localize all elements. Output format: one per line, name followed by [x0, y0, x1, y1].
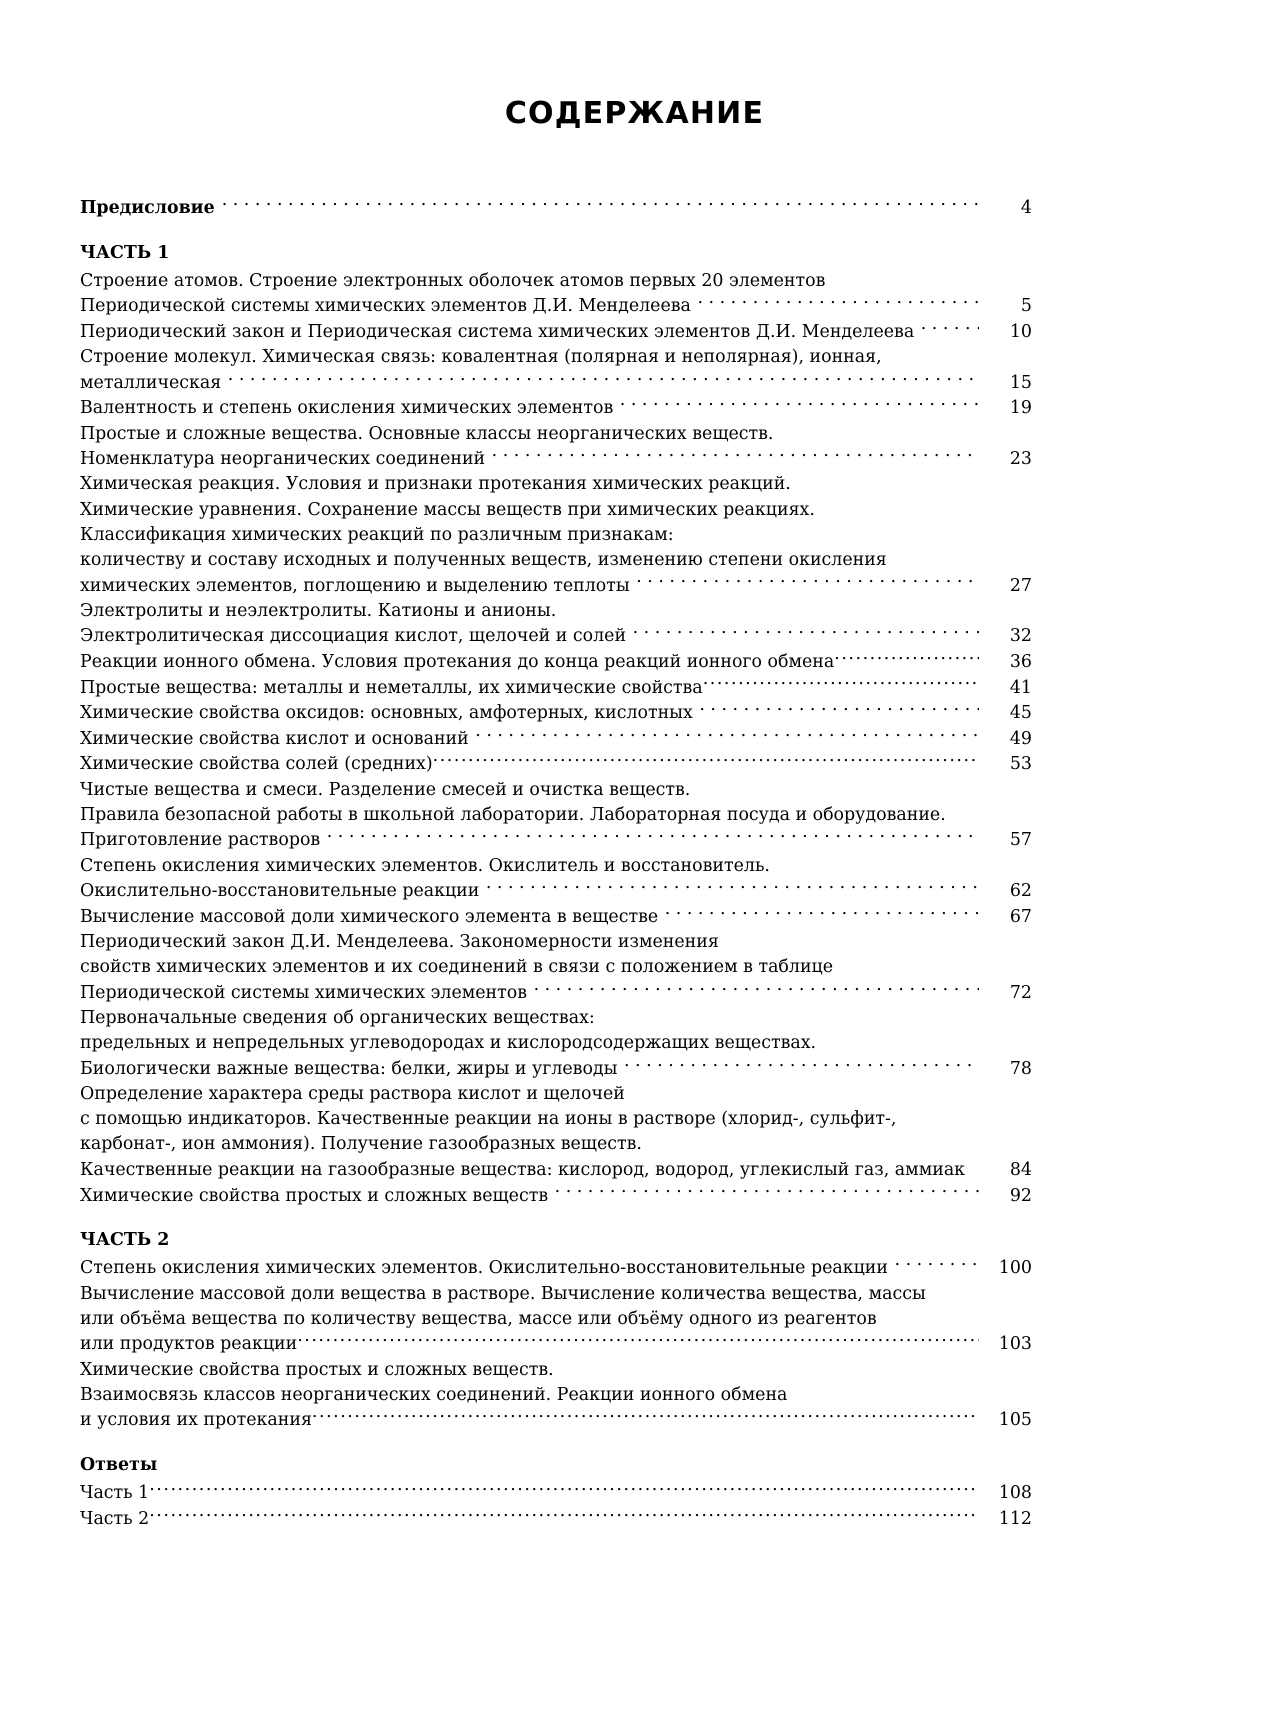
toc-entry[interactable] — [80, 599, 1032, 650]
toc-entry[interactable] — [80, 269, 1032, 320]
toc-entry-line — [80, 1006, 1032, 1031]
toc-entry-last-line — [80, 701, 1032, 727]
toc-entry-last-line — [80, 828, 1032, 854]
dot-leader — [834, 650, 979, 667]
toc-section-heading: ЧАСТЬ 1 — [80, 242, 170, 263]
dot-leader — [895, 1256, 979, 1273]
dot-leader — [492, 447, 979, 464]
toc-entry[interactable] — [80, 320, 1032, 346]
page-title: СОДЕРЖАНИЕ — [504, 96, 765, 131]
toc-entry-last-line — [80, 370, 1032, 396]
toc-page-number: 100 — [998, 1258, 1032, 1279]
dot-leader — [665, 904, 979, 921]
toc-entry-line — [80, 1307, 1032, 1332]
toc-entry-last-line — [80, 447, 1032, 473]
dot-leader — [149, 1506, 979, 1523]
toc-entry-line — [80, 1132, 1032, 1157]
dot-leader — [624, 1056, 979, 1073]
toc-entry-text: или объёма вещества по количеству вещества, массе или объёму одного из реагентов — [80, 1308, 877, 1329]
toc-section-heading: Ответы — [80, 1454, 158, 1475]
toc-entry-last-line — [80, 904, 1032, 930]
toc-entry-text: и условия их протекания — [80, 1410, 312, 1431]
toc-entry-text: Химическая реакция. Условия и признаки протекания химических реакций. — [80, 474, 797, 495]
toc-entry-text: Вычисление массовой доли вещества в растворе. Вычисление количества вещества, массы — [80, 1283, 926, 1304]
toc-entry-last-line — [80, 396, 1032, 422]
toc-page-number: 45 — [1009, 703, 1032, 724]
toc-entry-line — [80, 1358, 1032, 1383]
dot-leader — [327, 828, 979, 845]
toc-entry-text: Вычисление массовой доли химического элемента в веществе — [80, 906, 664, 927]
toc-entry-last-line — [80, 573, 1032, 599]
toc-entry-text: металлическая — [80, 372, 227, 393]
toc-entry-text: Окислительно-восстановительные реакции — [80, 881, 485, 902]
toc-page-number: 57 — [1009, 830, 1032, 851]
toc-page-number: 10 — [1009, 321, 1032, 342]
toc-page-number: 23 — [1009, 449, 1032, 470]
toc-entry-last-line — [80, 1256, 1032, 1282]
toc-entry-line — [80, 548, 1032, 573]
toc-entry-line — [80, 498, 1032, 523]
toc-entry-text: Биологически важные вещества: белки, жиры и углеводы — [80, 1058, 623, 1079]
toc-entry-text: Химические свойства простых и сложных веществ. — [80, 1359, 554, 1380]
dot-leader — [703, 675, 979, 692]
toc-page-number: 108 — [998, 1483, 1032, 1504]
toc-entry-text: Электролитическая диссоциация кислот, щелочей и солей — [80, 626, 632, 647]
toc-entry[interactable] — [80, 752, 1032, 778]
toc-entry[interactable] — [80, 701, 1032, 727]
toc-entry-text: или продуктов реакции — [80, 1334, 298, 1355]
dot-leader — [228, 370, 979, 387]
table-of-contents — [80, 196, 1032, 1532]
toc-entry-text: Химические свойства оксидов: основных, амфотерных, кислотных — [80, 703, 699, 724]
dot-leader — [433, 752, 979, 769]
dot-leader — [534, 980, 979, 997]
toc-page-number: 62 — [1009, 881, 1032, 902]
dot-leader — [699, 701, 979, 718]
dot-leader — [312, 1408, 979, 1425]
toc-entry-last-line — [80, 675, 1032, 701]
toc-entry-last-line — [80, 1158, 1032, 1184]
toc-entry-line — [80, 854, 1032, 879]
toc-entry-last-line — [80, 1481, 1032, 1507]
toc-page-number: 105 — [998, 1410, 1032, 1431]
toc-entry-line — [80, 472, 1032, 497]
toc-entry-line — [80, 269, 1032, 294]
toc-page-number: 32 — [1009, 626, 1032, 647]
toc-entry-text: Электролиты и неэлектролиты. Катионы и анионы. — [80, 600, 562, 621]
toc-entry-last-line — [80, 1408, 1032, 1434]
toc-entry-text: Химические свойства солей (средних) — [80, 754, 433, 775]
toc-entry[interactable] — [80, 1481, 1032, 1507]
toc-entry-line — [80, 523, 1032, 548]
toc-entry-text: Правила безопасной работы в школьной лаборатории. Лабораторная посуда и оборудование. — [80, 804, 952, 825]
toc-entry-text: Химические уравнения. Сохранение массы веществ при химических реакциях. — [80, 499, 821, 520]
toc-entry[interactable] — [80, 1183, 1032, 1209]
toc-entry-text: Периодический закон Д.И. Менделеева. Закономерности изменения — [80, 931, 725, 952]
toc-entry-last-line — [80, 1332, 1032, 1358]
dot-leader — [222, 196, 979, 213]
toc-entry[interactable] — [80, 778, 1032, 854]
toc-entry-text: Периодический закон и Периодическая система химических элементов Д.И. Менделеева — [80, 321, 920, 342]
toc-entry[interactable] — [80, 675, 1032, 701]
toc-entry-line — [80, 345, 1032, 370]
toc-page-number: 92 — [1009, 1185, 1032, 1206]
toc-entry-line — [80, 955, 1032, 980]
toc-entry-text: Простые вещества: металлы и неметаллы, их химические свойства — [80, 677, 703, 698]
toc-page-number: 5 — [1020, 296, 1032, 317]
toc-entry-last-line — [80, 980, 1032, 1006]
toc-entry-last-line — [80, 752, 1032, 778]
toc-entry-line — [80, 599, 1032, 624]
toc-entry-text: Часть 2 — [80, 1508, 150, 1529]
toc-entry[interactable] — [80, 904, 1032, 930]
toc-entry[interactable] — [80, 1256, 1032, 1282]
toc-entry-line — [80, 1082, 1032, 1107]
toc-entry-last-line — [80, 624, 1032, 650]
toc-entry-text: с помощью индикаторов. Качественные реакции на ионы в растворе (хлорид-, сульфит-, — [80, 1109, 902, 1130]
toc-page-number: 103 — [998, 1334, 1032, 1355]
toc-entry-text: Степень окисления химических элементов. Окислительно-восстановительные реакции — [80, 1258, 894, 1279]
toc-entry[interactable] — [80, 1358, 1032, 1434]
toc-entry[interactable] — [80, 1006, 1032, 1082]
toc-entry[interactable] — [80, 1506, 1032, 1532]
dot-leader — [697, 294, 979, 311]
toc-entry-text: Химические свойства кислот и оснований — [80, 728, 475, 749]
toc-entry-text: Взаимосвязь классов неорганических соединений. Реакции ионного обмена — [80, 1384, 788, 1405]
toc-entry-text: Периодической системы химических элементов — [80, 982, 533, 1003]
dot-leader — [149, 1481, 979, 1498]
toc-entry-text: Первоначальные сведения об органических веществах: — [80, 1007, 601, 1028]
toc-page-number: 27 — [1009, 575, 1032, 596]
dot-leader — [633, 624, 979, 641]
dot-leader — [297, 1332, 979, 1349]
toc-entry-text: Валентность и степень окисления химических элементов — [80, 398, 619, 419]
toc-entry-last-line — [80, 1056, 1032, 1082]
toc-entry[interactable] — [80, 930, 1032, 1006]
toc-entry-last-line — [80, 1506, 1032, 1532]
toc-entry-text: количеству и составу исходных и полученных веществ, изменению степени окисления — [80, 549, 893, 570]
dot-leader — [921, 320, 979, 337]
toc-entry[interactable] — [80, 345, 1032, 396]
toc-page-number: 49 — [1009, 728, 1032, 749]
toc-entry[interactable] — [80, 196, 1032, 222]
toc-entry-text: Простые и сложные вещества. Основные классы неорганических веществ. — [80, 423, 779, 444]
toc-page-number: 84 — [1009, 1159, 1032, 1180]
toc-entry-text: Степень окисления химических элементов. Окислитель и восстановитель. — [80, 855, 776, 876]
toc-page-number: 4 — [1020, 198, 1032, 219]
toc-entry-text: Качественные реакции на газообразные вещества: кислород, водород, углекислый газ, аммиак — [80, 1159, 971, 1180]
dot-leader — [486, 879, 979, 896]
toc-entry-last-line — [80, 650, 1032, 676]
toc-entry-line — [80, 1282, 1032, 1307]
toc-entry-line — [80, 930, 1032, 955]
toc-page-number: 67 — [1009, 906, 1032, 927]
toc-entry-text: химических элементов, поглощению и выделению теплоты — [80, 575, 636, 596]
toc-entry-last-line — [80, 879, 1032, 905]
toc-entry-text: Строение молекул. Химическая связь: ковалентная (полярная и неполярная), ионная, — [80, 347, 888, 368]
toc-entry-last-line — [80, 320, 1032, 346]
toc-page-number: 78 — [1009, 1058, 1032, 1079]
toc-entry[interactable] — [80, 472, 1032, 598]
dot-leader — [636, 573, 979, 590]
toc-section-heading: ЧАСТЬ 2 — [80, 1229, 170, 1250]
toc-entry[interactable] — [80, 422, 1032, 473]
toc-entry[interactable] — [80, 726, 1032, 752]
toc-page-number: 72 — [1009, 982, 1032, 1003]
toc-entry-text: Чистые вещества и смеси. Разделение смесей и очистка веществ. — [80, 779, 696, 800]
toc-entry-line — [80, 1383, 1032, 1408]
toc-entry-text: карбонат-, ион аммония). Получение газообразных веществ. — [80, 1134, 648, 1155]
toc-entry-text: Предисловие — [80, 198, 221, 219]
toc-page-number: 53 — [1009, 754, 1032, 775]
toc-entry-last-line — [80, 196, 1032, 222]
toc-entry-last-line — [80, 294, 1032, 320]
toc-entry-text: Определение характера среды раствора кислот и щелочей — [80, 1083, 631, 1104]
toc-entry-text: Реакции ионного обмена. Условия протекания до конца реакций ионного обмена — [80, 651, 835, 672]
toc-entry[interactable] — [80, 396, 1032, 422]
toc-entry-text: Химические свойства простых и сложных веществ — [80, 1185, 554, 1206]
toc-page-number: 19 — [1009, 398, 1032, 419]
toc-entry-line — [80, 1107, 1032, 1132]
toc-entry-last-line — [80, 726, 1032, 752]
toc-page-number: 15 — [1009, 372, 1032, 393]
toc-page-number: 36 — [1009, 651, 1032, 672]
toc-entry-text: Строение атомов. Строение электронных оболочек атомов первых 20 элементов — [80, 270, 831, 291]
toc-entry-line — [80, 778, 1032, 803]
toc-entry[interactable] — [80, 854, 1032, 905]
toc-page-number: 41 — [1009, 677, 1032, 698]
dot-leader — [555, 1183, 979, 1200]
dot-leader — [620, 396, 979, 413]
toc-entry-text: свойств химических элементов и их соединений в связи с положением в таблице — [80, 957, 839, 978]
toc-entry-text: Приготовление растворов — [80, 830, 326, 851]
toc-page-number: 112 — [998, 1508, 1032, 1529]
toc-entry-last-line — [80, 1183, 1032, 1209]
toc-entry-text: Периодической системы химических элементов Д.И. Менделеева — [80, 296, 697, 317]
toc-entry-line — [80, 422, 1032, 447]
toc-entry[interactable] — [80, 1082, 1032, 1183]
dot-leader — [475, 726, 979, 743]
toc-entry-line — [80, 803, 1032, 828]
toc-entry-text: Номенклатура неорганических соединений — [80, 449, 491, 470]
toc-entry[interactable] — [80, 650, 1032, 676]
toc-entry-text: Классификация химических реакций по различным признакам: — [80, 524, 680, 545]
toc-entry-text: Часть 1 — [80, 1483, 150, 1504]
toc-entry-line — [80, 1031, 1032, 1056]
toc-entry[interactable] — [80, 1282, 1032, 1358]
toc-entry-text: предельных и непредельных углеводородах и кислородсодержащих веществах. — [80, 1033, 822, 1054]
